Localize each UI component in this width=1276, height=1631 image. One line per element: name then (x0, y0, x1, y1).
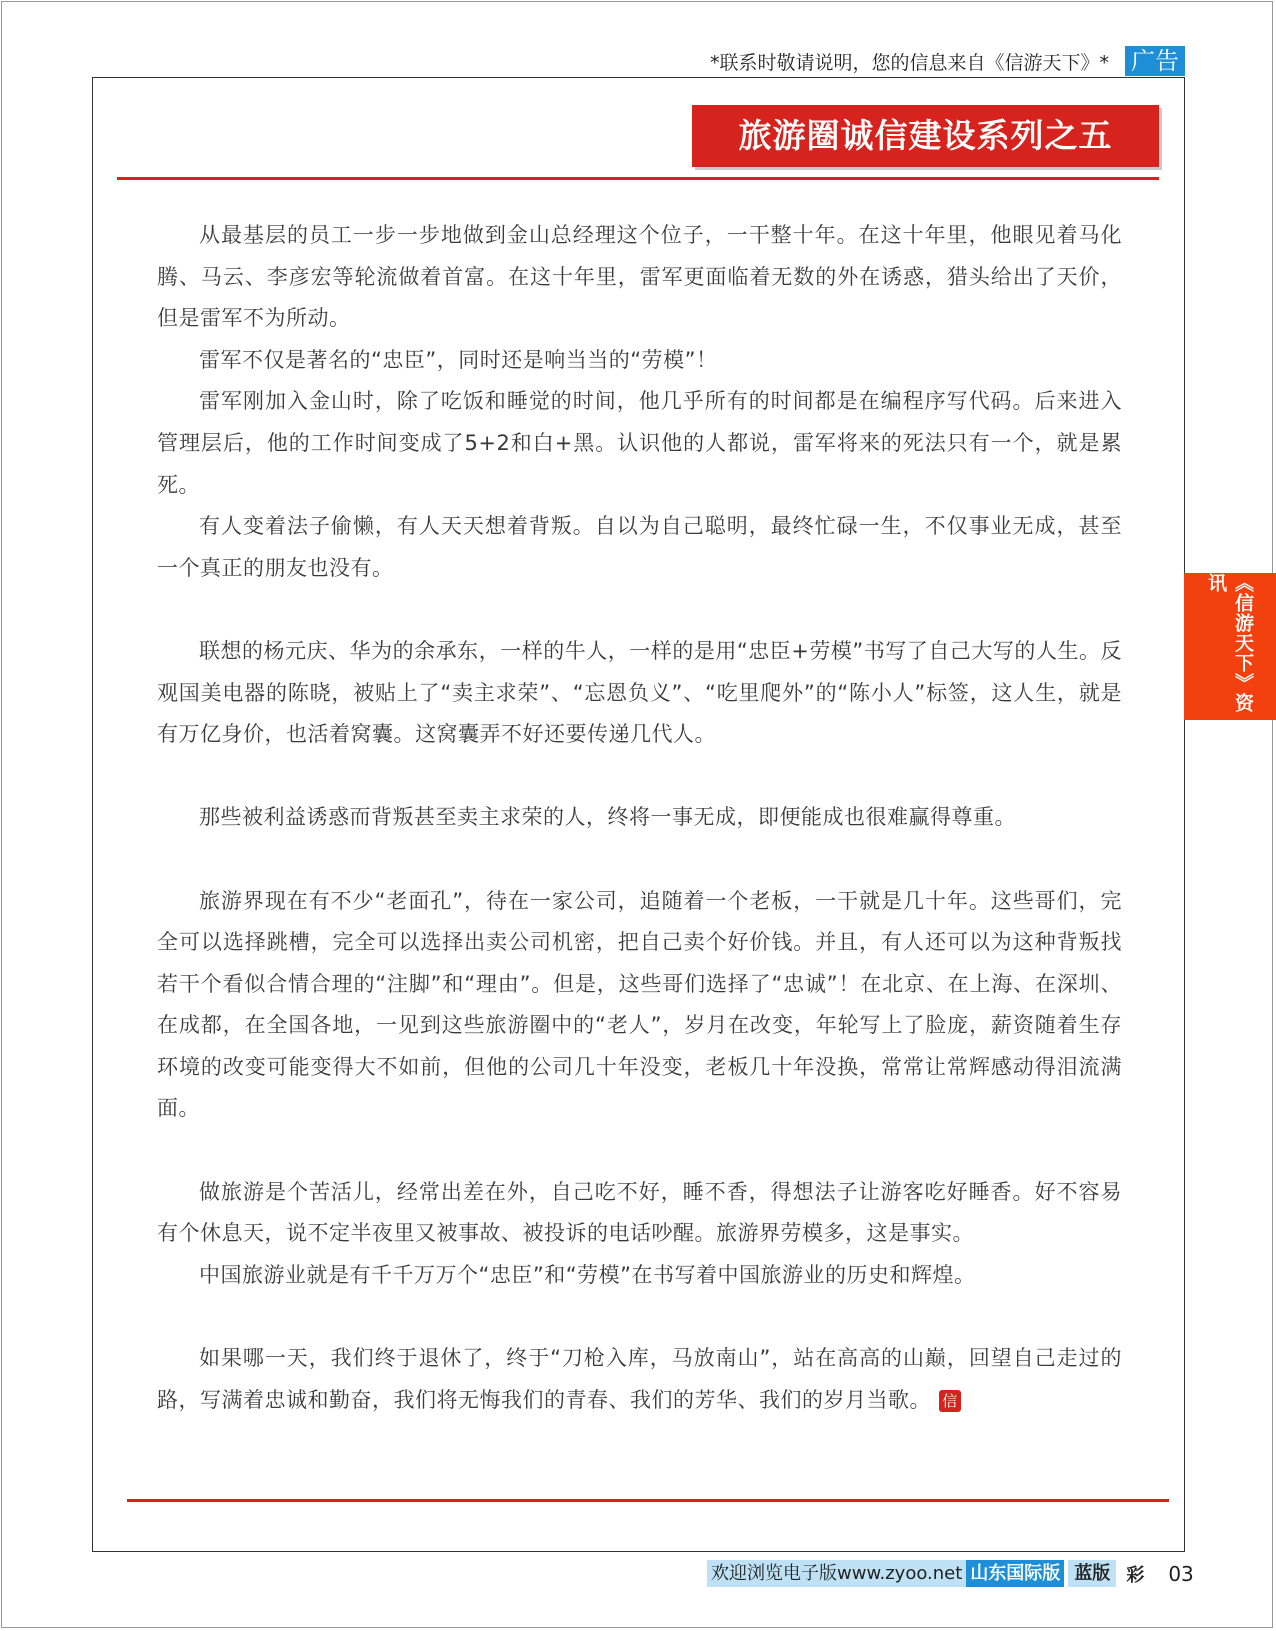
footer-edition: 山东国际版 (966, 1560, 1064, 1587)
paragraph: 那些被利益诱惑而背叛甚至卖主求荣的人，终将一事无成，即便能成也很难赢得尊重。 (199, 805, 1016, 830)
closing-paragraph (157, 1338, 1122, 1421)
footer-website[interactable]: 欢迎浏览电子版www.zyoo.net (707, 1560, 966, 1587)
paragraph-gap (157, 756, 1122, 798)
title-divider (117, 177, 1159, 180)
paragraph-gap (157, 839, 1122, 881)
paragraph: 中国旅游业就是有千千万万个“忠臣”和“劳模”在书写着中国旅游业的历史和辉煌。 (199, 1262, 976, 1287)
side-section-label: 《信游天下》资讯 (1205, 573, 1254, 713)
paragraph: 从最基层的员工一步一步地做到金山总经理这个位子，一干整十年。在这十年里，他眼见着马化腾、马云、李彦宏等轮流做着首富。在这十年里，雷军更面临着无数的外在诱惑，猎头给出了天价，但是雷军不为所动。 (157, 223, 1122, 331)
paragraph-gap (157, 1130, 1122, 1172)
paragraph: 有人变着法子偷懒，有人天天想着背叛。自以为自己聪明，最终忙碌一生，不仅事业无成，甚至一个真正的朋友也没有。 (157, 514, 1122, 580)
footer-color: 彩 (1126, 1564, 1145, 1586)
paragraph: 雷军不仅是著名的“忠臣”，同时还是响当当的“劳模”！ (199, 347, 718, 372)
side-section-tab (1184, 573, 1276, 720)
contact-note: *联系时敬请说明，您的信息来自《信游天下》* (709, 52, 1109, 74)
page-number: 03 (1168, 1561, 1194, 1586)
ad-badge: 广告 (1125, 46, 1185, 76)
paragraph: 旅游界现在有不少“老面孔”，待在一家公司，追随着一个老板，一干就是几十年。这些哥们，完全可以选择跳槽，完全可以选择出卖公司机密，把自己卖个好价钱。并且，有人还可以为这种背叛找若干个看似合情合理的“注脚”和“理由”。但是，这些哥们选择了“忠诚”！在北京、在上海、在深圳、在成都，在全国各地，一见到这些旅游圈中的“老人”，岁月在改变，年轮写上了脸庞，薪资随着生存环境的改变可能变得大不如前，但他的公司几十年没变，老板几十年没换，常常让常辉感动得泪流满面。 (157, 888, 1122, 1121)
footer-blue-edition: 蓝版 (1068, 1560, 1116, 1587)
paragraph: 联想的杨元庆、华为的余承东，一样的牛人，一样的是用“忠臣+劳模”书写了自己大写的人生。反观国美电器的陈晓，被贴上了“卖主求荣”、“忘恩负义”、“吃里爬外”的“陈小人”标签，这人生，就是有万亿身价，也活着窝囊。这窝囊弄不好还要传递几代人。 (157, 638, 1122, 747)
bottom-divider (127, 1499, 1169, 1502)
paragraph: 做旅游是个苦活儿，经常出差在外，自己吃不好，睡不香，得想法子让游客吃好睡香。好不容易有个休息天，说不定半夜里又被事故、被投诉的电话吵醒。旅游界劳模多，这是事实。 (157, 1179, 1122, 1246)
footer (707, 1560, 1194, 1587)
page-title: 旅游圈诚信建设系列之五 (692, 105, 1159, 167)
end-mark-icon: 信 (939, 1390, 961, 1412)
paragraph-gap (157, 1296, 1122, 1338)
paragraph: 雷军刚加入金山时，除了吃饭和睡觉的时间，他几乎所有的时间都是在编程序写代码。后来进入管理层后，他的工作时间变成了5+2和白+黑。认识他的人都说，雷军将来的死法只有一个，就是累死。 (157, 389, 1122, 497)
article-body (157, 215, 1122, 1421)
closing-text: 如果哪一天，我们终于退休了，终于“刀枪入库，马放南山”，站在高高的山巅，回望自己走过的路，写满着忠诚和勤奋，我们将无悔我们的青春、我们的芳华、我们的岁月当歌。 (157, 1346, 1122, 1412)
paragraph-gap (157, 589, 1122, 631)
